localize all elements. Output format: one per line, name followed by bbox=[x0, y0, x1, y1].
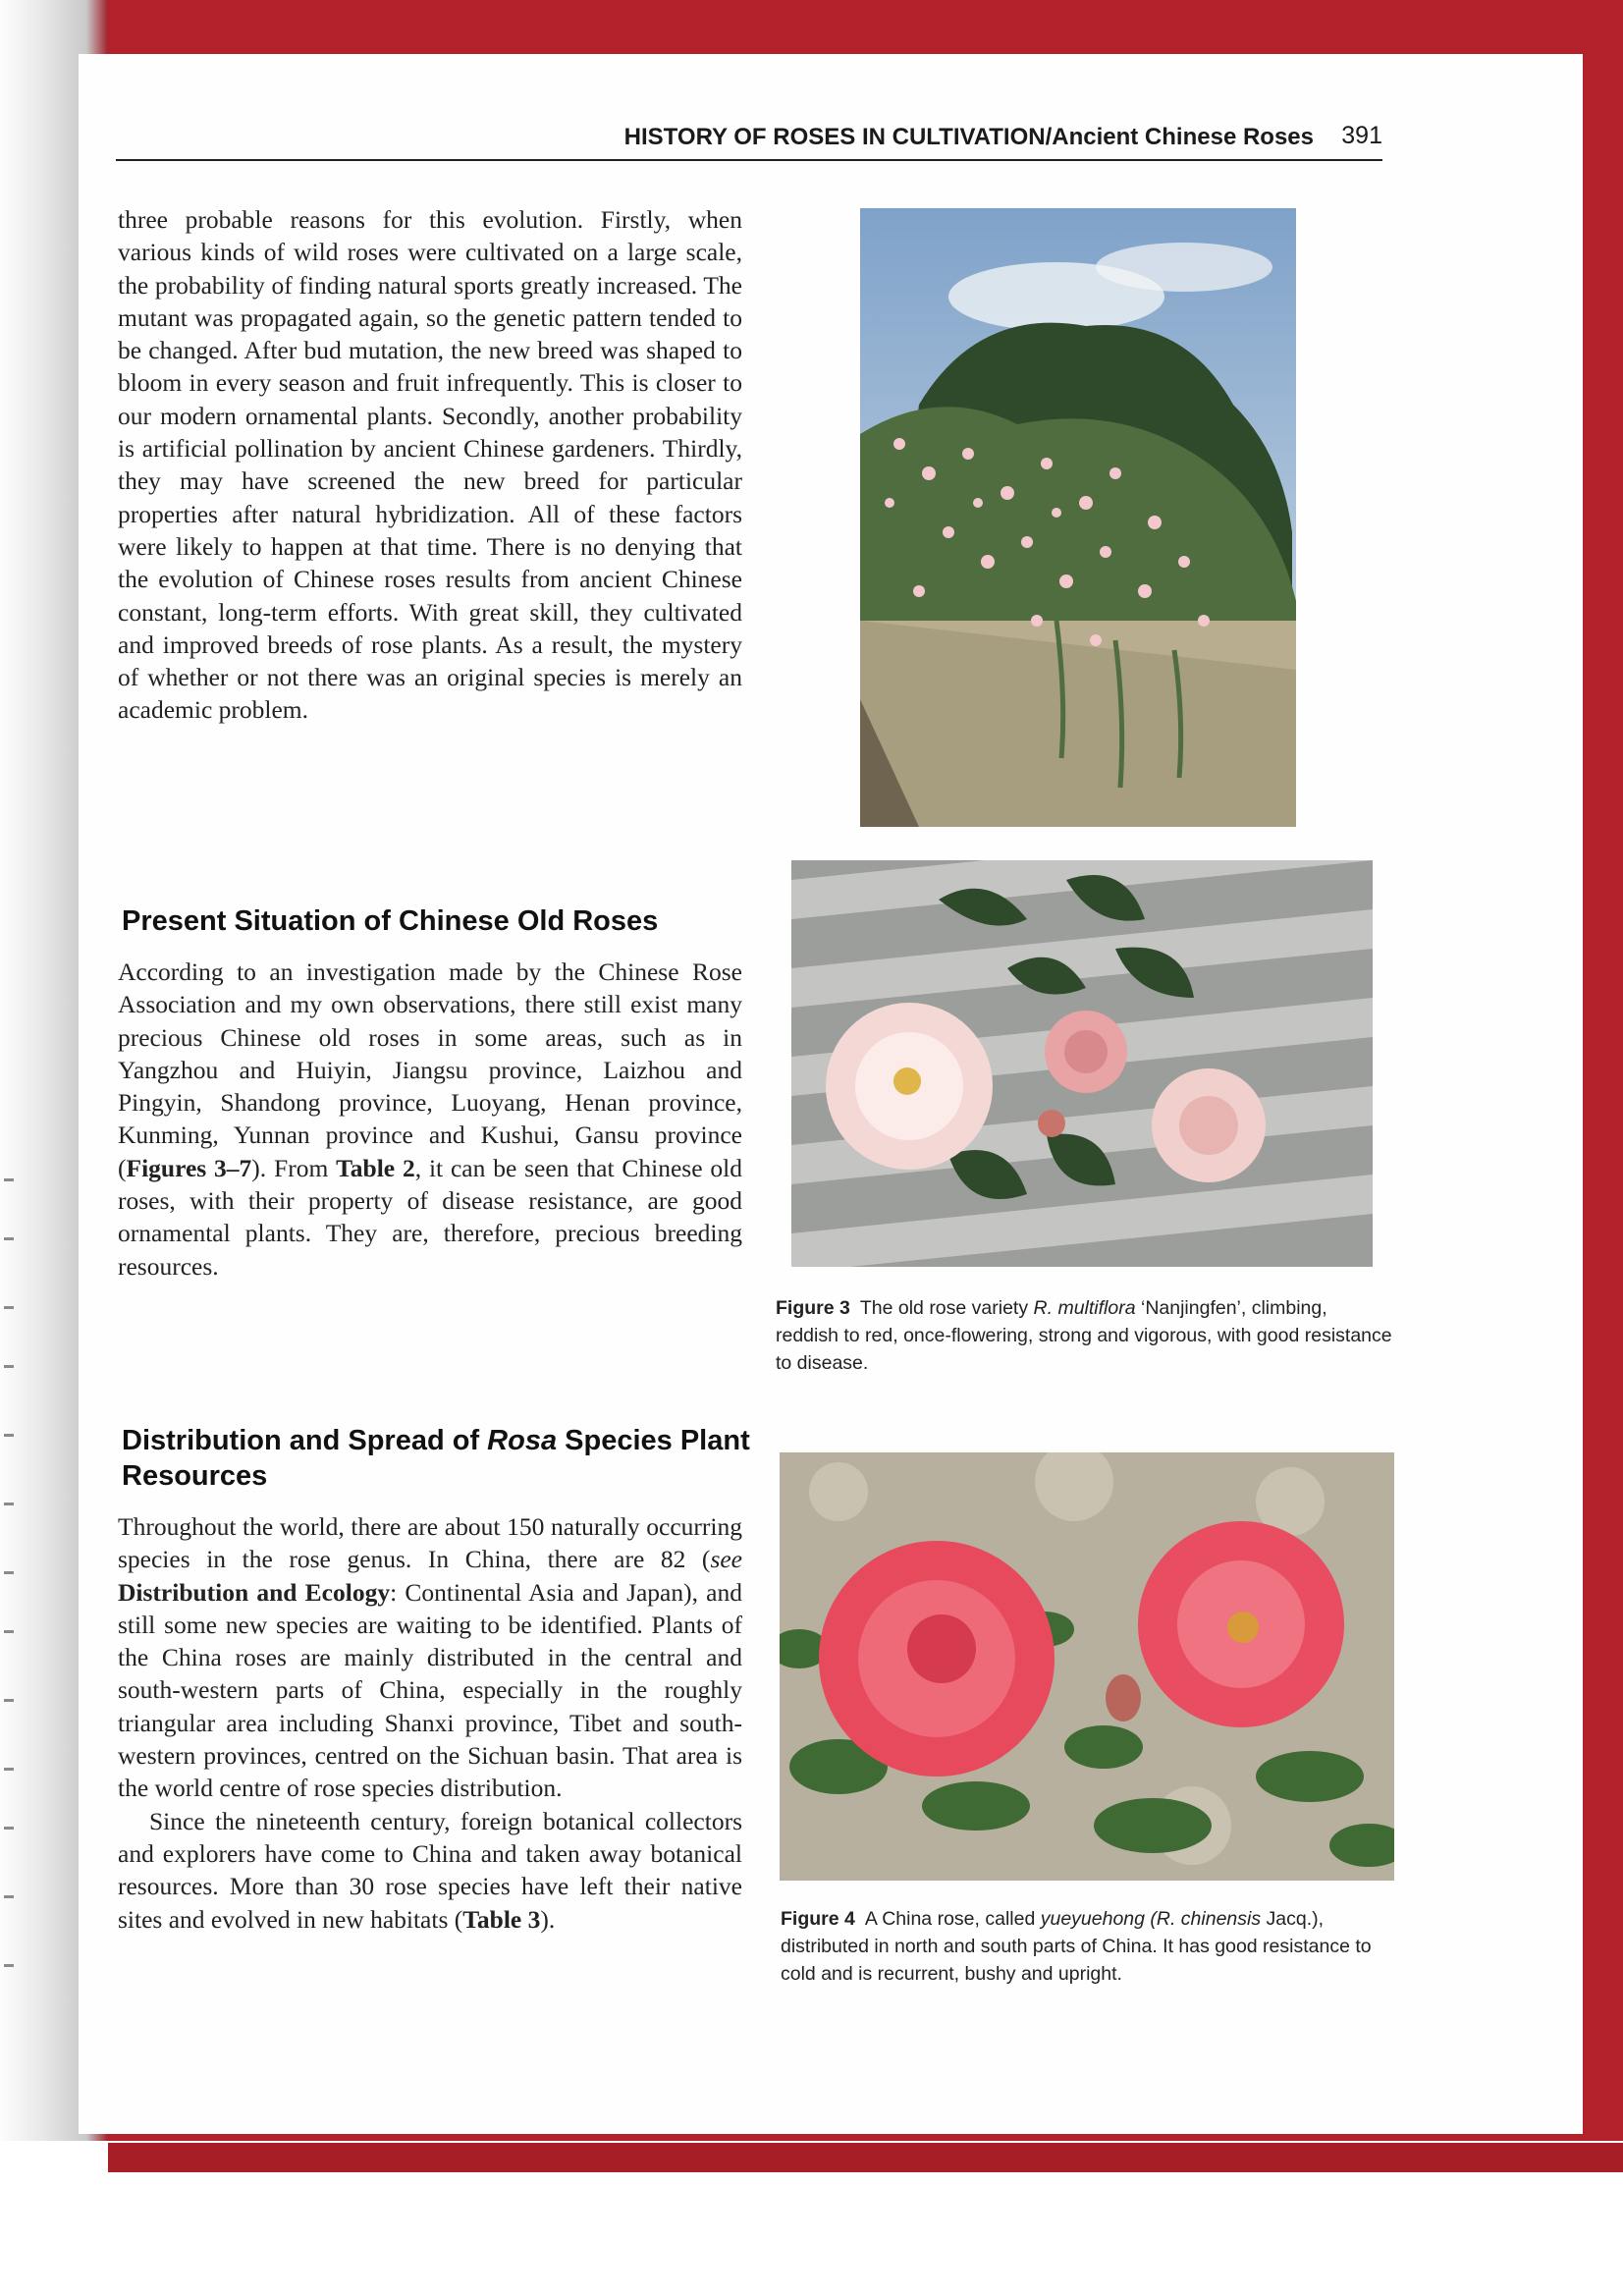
climbing-rose-wall-image bbox=[860, 208, 1296, 827]
table-3-reference[interactable]: Table 3 bbox=[462, 1904, 541, 1934]
gutter-marks bbox=[0, 1178, 39, 2062]
climbing-rose-wall-photo bbox=[860, 208, 1296, 827]
see-italic: see bbox=[710, 1545, 742, 1574]
intro-paragraph-block bbox=[118, 203, 742, 727]
dist-text-1: Throughout the world, there are about 150 naturally occurring species in the rose genus. In China, there are 82 ( bbox=[118, 1512, 742, 1574]
present-paragraph-block bbox=[118, 956, 742, 1283]
figure-3-text-1: The old rose variety bbox=[859, 1297, 1034, 1319]
running-header bbox=[116, 118, 1382, 161]
distribution-ecology-reference[interactable]: Distribution and Ecology bbox=[118, 1577, 391, 1607]
cover-lip bbox=[108, 2143, 1623, 2172]
present-paragraph bbox=[118, 956, 742, 1283]
distribution-paragraph-2 bbox=[118, 1805, 742, 1936]
figure-4-caption bbox=[781, 1905, 1409, 1988]
section-heading-present: Present Situation of Chinese Old Roses bbox=[122, 905, 659, 937]
dist-text-2: : Continental Asia and Japan), and still some new species are waiting to be identified. Plants of the China roses are mainly distributed in the central and south-western parts of China, especially in the roughly triangular area including Shanxi province, Tibet and south-western provinces, centred on the Sichuan basin. That area is the world centre of rose species distribution. bbox=[118, 1577, 742, 1803]
heading-part-2: Species Plant Resources bbox=[122, 1425, 750, 1492]
dist-text-4: ). bbox=[540, 1904, 556, 1934]
present-text-3: , it can be seen that Chinese old roses, with their property of disease resistance, are good ornamental plants. They are, therefore, precious breeding resources. bbox=[118, 1153, 742, 1281]
present-text-2: ). From bbox=[251, 1153, 337, 1182]
running-header-title: HISTORY OF ROSES IN CULTIVATION/Ancient Chinese Roses bbox=[623, 124, 1314, 150]
distribution-paragraph-block bbox=[118, 1510, 742, 1936]
dist-text-3: Since the nineteenth century, foreign botanical collectors and explorers have come to China and taken away botanical resources. More than 30 rose species have left their native sites and evolved in new habitats ( bbox=[118, 1806, 742, 1934]
figure-4-text-2: Jacq.), distributed in north and south parts of China. It has good resistance to cold and is recurrent, bushy and upright. bbox=[781, 1908, 1372, 1985]
figure-3-species: R. multiflora bbox=[1033, 1297, 1136, 1319]
figure-4-species: yueyuehong (R. chinensis bbox=[1040, 1908, 1262, 1930]
figures-reference[interactable]: Figures 3–7 bbox=[126, 1153, 252, 1182]
section-heading-distribution bbox=[122, 1423, 750, 1494]
present-text-1: According to an investigation made by the Chinese Rose Association and my own observations, there still exist many precious Chinese old roses in some areas, such as in Yangzhou and Huiyin, Jiangsu province, Laizhou and Pingyin, Shandong province, Luoyang, Henan province, Kunming, Yunnan province and Kushui, Gansu province ( bbox=[118, 957, 742, 1182]
heading-part-1: Distribution and Spread of bbox=[122, 1425, 488, 1456]
figure-4-image bbox=[780, 1452, 1394, 1881]
intro-paragraph: three probable reasons for this evolution. Firstly, when various kinds of wild roses were cultivated on a large scale, the probability of finding natural sports greatly increased. The mutant was propagated again, so the genetic pattern tended to be changed. After bud mutation, the new breed was shaped to bloom in every season and fruit infrequently. This is closer to our modern ornamental plants. Secondly, another probability is artificial pollination by ancient Chinese gardeners. Thirdly, they may have screened the new breed for particular properties after natural hybridization. All of these factors were likely to happen at that time. There is no denying that the evolution of Chinese roses results from ancient Chinese constant, long-term efforts. With great skill, they cultivated and improved breeds of rose plants. As a result, the mystery of whether or not there was an original species is merely an academic problem. bbox=[118, 205, 742, 725]
figure-4-photo bbox=[780, 1452, 1394, 1881]
figure-3-image bbox=[791, 860, 1373, 1267]
distribution-paragraph-1 bbox=[118, 1510, 742, 1805]
figure-4-label: Figure 4 bbox=[781, 1908, 855, 1930]
figure-3-photo bbox=[791, 860, 1373, 1267]
heading-italic-rosa: Rosa bbox=[487, 1425, 558, 1456]
figure-3-label: Figure 3 bbox=[776, 1297, 850, 1319]
figure-4-text-1: A China rose, called bbox=[864, 1908, 1041, 1930]
page-number: 391 bbox=[1341, 122, 1382, 149]
figure-3-text-2: ‘Nanjingfen’, climbing, reddish to red, once-flowering, strong and vigorous, with good resistance to disease. bbox=[776, 1297, 1392, 1374]
figure-3-caption bbox=[776, 1294, 1394, 1377]
table-2-reference[interactable]: Table 2 bbox=[336, 1153, 415, 1182]
